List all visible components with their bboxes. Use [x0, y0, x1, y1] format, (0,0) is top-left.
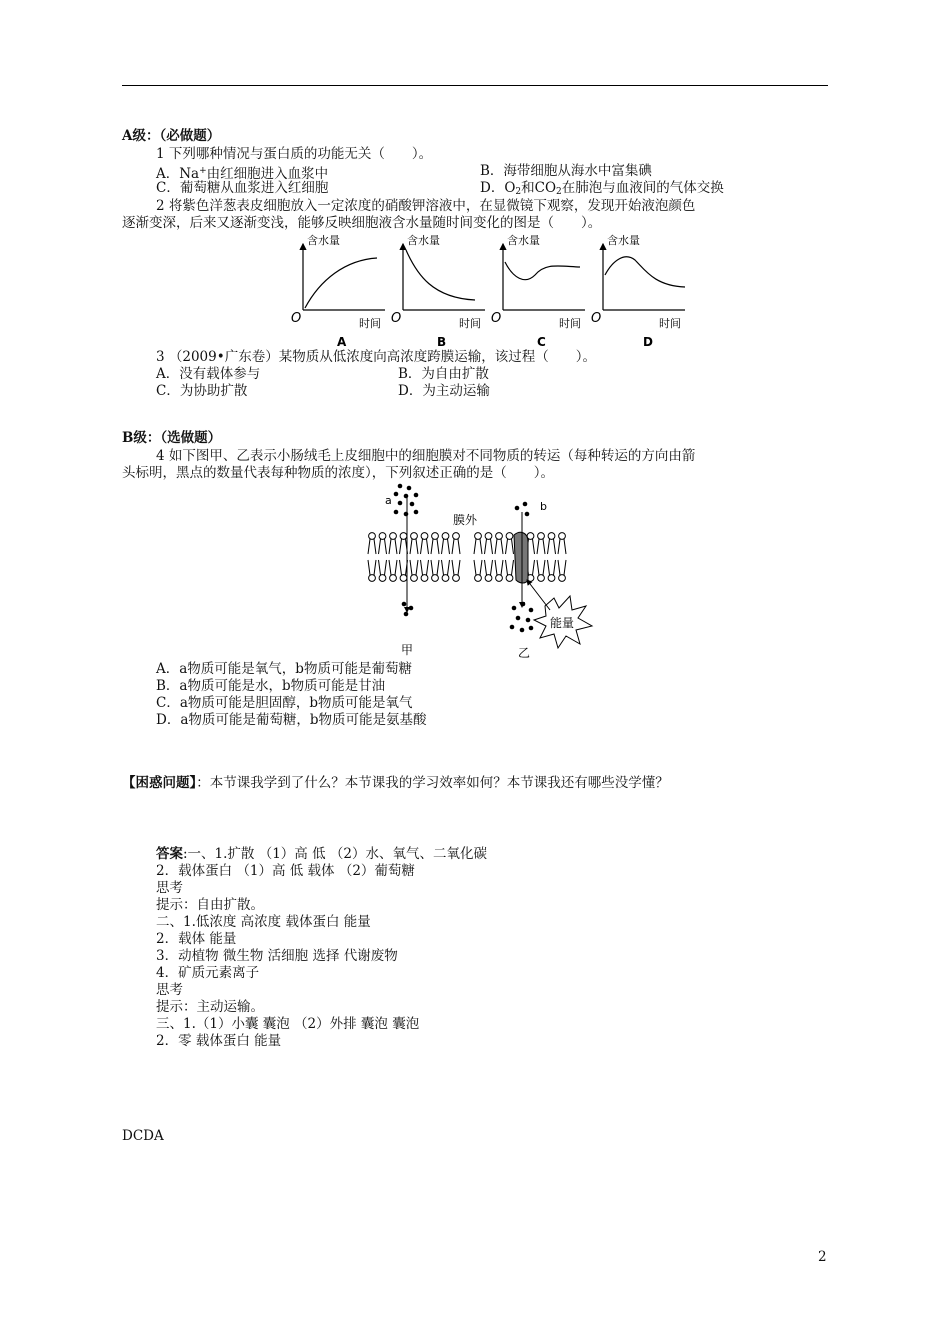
- lipid-head: [475, 533, 482, 540]
- graph-c-origin: O: [491, 311, 502, 326]
- lipid-tail: [368, 539, 376, 554]
- lipid-head: [421, 533, 428, 540]
- lipid-tail: [548, 560, 556, 575]
- answers-line-9: 提示：主动运输。: [156, 999, 264, 1015]
- q2-graphs: [285, 230, 705, 350]
- lipid-tail: [537, 539, 545, 554]
- answers-line-2: 思考: [156, 880, 183, 896]
- lipid-head: [496, 533, 503, 540]
- graph-a-label: A: [337, 335, 347, 349]
- lipid-head: [548, 533, 555, 540]
- q3-option-d: D．为主动运输: [398, 383, 490, 399]
- graph-b-label: B: [437, 335, 447, 349]
- lipid-tail: [379, 539, 387, 554]
- q4-option-d: D．a物质可能是葡萄糖，b物质可能是氨基酸: [156, 712, 427, 728]
- graph-a-curve: [305, 258, 377, 308]
- answers-line-7: 4．矿质元素离子: [156, 965, 260, 981]
- q4-option-b: B．a物质可能是水，b物质可能是甘油: [156, 678, 386, 694]
- q2-stem-line1: 2 将紫色洋葱表皮细胞放入一定浓度的硝酸钾溶液中，在显微镜下观察，发现开始液泡颜色: [156, 198, 696, 214]
- q3-stem: 3 （2009•广东卷）某物质从低浓度向高浓度跨膜运输，该过程（ ）。: [156, 349, 596, 365]
- lipid-tail: [400, 560, 408, 575]
- lipid-tail: [421, 539, 429, 554]
- lipid-head: [411, 533, 418, 540]
- graph-a-xlabel: 时间: [359, 317, 381, 330]
- answers-line-10: 三、1.（1）小囊 囊泡 （2）外排 囊泡 囊泡: [156, 1016, 420, 1032]
- graph-b-xlabel: 时间: [459, 317, 481, 330]
- q2-stem-line2: 逐渐变深，后来又逐渐变浅，能够反映细胞液含水量随时间变化的图是（ ）。: [122, 215, 602, 231]
- lipid-head: [496, 575, 503, 582]
- graph-d-xlabel: 时间: [659, 317, 681, 330]
- graph-d-ylabel: 含水量: [607, 234, 640, 247]
- lipid-tail: [421, 560, 429, 575]
- label-a: a: [385, 494, 392, 507]
- lipid-head: [506, 575, 513, 582]
- lipid-tail: [389, 539, 397, 554]
- lipid-head: [400, 533, 407, 540]
- lipid-tail: [452, 539, 460, 554]
- lipid-head: [453, 575, 460, 582]
- answers-line-11: 2．零 载体蛋白 能量: [156, 1033, 282, 1049]
- graph-b-curve: [406, 250, 475, 300]
- lipid-bilayer: [368, 533, 566, 582]
- header-rule: [122, 85, 828, 86]
- q3-option-c: C．为协助扩散: [156, 383, 248, 399]
- lipid-tail: [368, 560, 376, 575]
- lipid-tail: [442, 539, 450, 554]
- lipid-tail: [389, 560, 397, 575]
- graph-a-ylabel: 含水量: [307, 234, 340, 247]
- label-jia: 甲: [401, 643, 414, 657]
- substance-a-outside: [394, 484, 419, 517]
- graph-b-ylabel: 含水量: [407, 234, 440, 247]
- lipid-head: [475, 575, 482, 582]
- graph-c: [491, 233, 585, 349]
- answer-key: DCDA: [122, 1128, 164, 1144]
- lipid-head: [442, 575, 449, 582]
- lipid-tail: [452, 560, 460, 575]
- graph-d-curve: [605, 257, 685, 287]
- section-a-heading: A级：（必做题）: [122, 128, 221, 144]
- section-b-heading: B级：（选做题）: [122, 430, 222, 446]
- lipid-tail: [431, 560, 439, 575]
- q1-stem: 1 下列哪种情况与蛋白质的功能无关（ ）。: [156, 146, 433, 162]
- lipid-head: [421, 575, 428, 582]
- lipid-head: [390, 575, 397, 582]
- answers-line-6: 3．动植物 微生物 活细胞 选择 代谢废物: [156, 948, 398, 964]
- lipid-head: [369, 575, 376, 582]
- graph-c-ylabel: 含水量: [507, 234, 540, 247]
- lipid-tail: [506, 539, 514, 554]
- answers-label: 答案: [156, 846, 183, 862]
- lipid-tail: [558, 560, 566, 575]
- q3-option-a: A．没有载体参与: [156, 366, 261, 382]
- lipid-tail: [537, 560, 545, 575]
- lipid-tail: [400, 539, 408, 554]
- answers-line-3: 提示：自由扩散。: [156, 897, 264, 913]
- lipid-head: [548, 575, 555, 582]
- carrier-protein: [514, 532, 528, 583]
- lipid-head: [379, 575, 386, 582]
- graph-d-origin: O: [591, 311, 602, 326]
- lipid-tail: [379, 560, 387, 575]
- lipid-tail: [442, 560, 450, 575]
- lipid-head: [453, 533, 460, 540]
- lipid-tail: [506, 560, 514, 575]
- membrane-figure: [360, 480, 620, 660]
- q4-stem-line2: 头标明，黑点的数量代表每种物质的浓度），下列叙述正确的是（ ）。: [122, 465, 554, 481]
- graph-b: [391, 233, 485, 349]
- lipid-tail: [410, 539, 418, 554]
- lipid-tail: [474, 539, 482, 554]
- graph-c-curve: [505, 262, 580, 280]
- q4-stem-line1: 4 如下图甲、乙表示小肠绒毛上皮细胞中的细胞膜对不同物质的转运（每种转运的方向由箭: [156, 448, 696, 464]
- answers-line-1: 2．载体蛋白 （1）高 低 载体 （2）葡萄糖: [156, 863, 415, 879]
- answers-line-0: 答案:一、1.扩散 （1）高 低 （2）水、氧气、二氧化碳: [156, 846, 487, 862]
- label-b: b: [540, 500, 547, 513]
- lipid-tail: [431, 539, 439, 554]
- q3-option-b: B．为自由扩散: [398, 366, 489, 382]
- lipid-tail: [485, 560, 493, 575]
- graph-c-xlabel: 时间: [559, 317, 581, 330]
- lipid-head: [506, 533, 513, 540]
- lipid-head: [485, 575, 492, 582]
- confusion-title: 【困惑问题】: [122, 775, 197, 791]
- q1-option-b: B．海带细胞从海水中富集碘: [480, 163, 652, 179]
- q1-option-d: D．$O_2$和$CO_2$在肺泡与血液间的气体交换: [480, 180, 724, 197]
- label-outside: 膜外: [453, 513, 478, 527]
- lipid-head: [432, 533, 439, 540]
- answers-line-5: 2．载体 能量: [156, 931, 237, 947]
- graph-d-label: D: [643, 335, 653, 349]
- graph-a: [291, 233, 385, 349]
- graph-c-label: C: [537, 335, 546, 349]
- lipid-head: [538, 533, 545, 540]
- lipid-head: [369, 533, 376, 540]
- answers-line-8: 思考: [156, 982, 183, 998]
- lipid-tail: [485, 539, 493, 554]
- confusion-text: ：本节课我学到了什么？本节课我的学习效率如何？本节课我还有哪些没学懂？: [196, 775, 669, 791]
- q4-option-c: C．a物质可能是胆固醇，b物质可能是氧气: [156, 695, 413, 711]
- q4-option-a: A．a物质可能是氧气，b物质可能是葡萄糖: [156, 661, 412, 677]
- arrow-energy: [527, 580, 550, 610]
- lipid-head: [442, 533, 449, 540]
- graph-b-origin: O: [391, 311, 402, 326]
- confusion-line: [122, 775, 669, 792]
- lipid-tail: [495, 539, 503, 554]
- q1-option-c: C．葡萄糖从血浆进入红细胞: [156, 180, 329, 196]
- label-energy: 能量: [550, 616, 575, 630]
- lipid-head: [559, 575, 566, 582]
- lipid-tail: [558, 539, 566, 554]
- lipid-head: [400, 575, 407, 582]
- lipid-tail: [495, 560, 503, 575]
- page-number: 2: [818, 1249, 827, 1265]
- lipid-head: [485, 533, 492, 540]
- q1-option-a: A．Na+由红细胞进入血浆中: [156, 166, 329, 182]
- lipid-head: [538, 575, 545, 582]
- lipid-tail: [474, 560, 482, 575]
- lipid-head: [390, 533, 397, 540]
- lipid-tail: [548, 539, 556, 554]
- lipid-head: [411, 575, 418, 582]
- graph-a-origin: O: [291, 311, 302, 326]
- lipid-tail: [410, 560, 418, 575]
- graph-d: [591, 233, 685, 349]
- lipid-head: [559, 533, 566, 540]
- lipid-head: [432, 575, 439, 582]
- lipid-head: [379, 533, 386, 540]
- label-yi: 乙: [518, 646, 531, 660]
- answers-line-4: 二、1.低浓度 高浓度 载体蛋白 能量: [156, 914, 371, 930]
